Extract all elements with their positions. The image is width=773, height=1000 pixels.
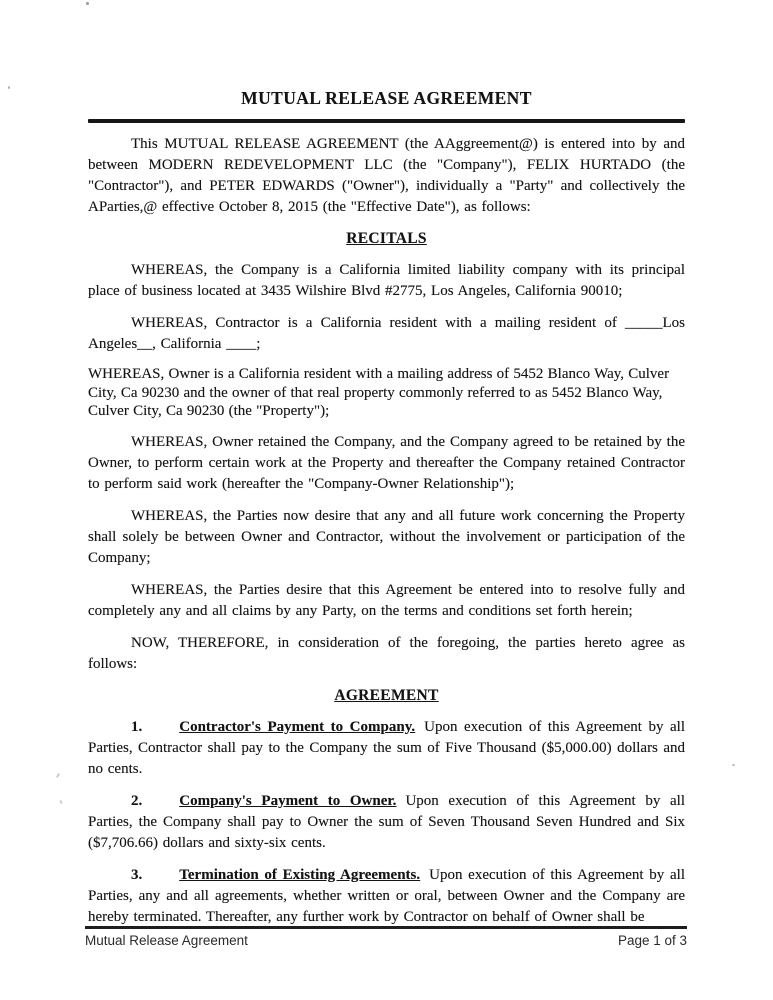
title-rule xyxy=(88,119,685,123)
section-number: 3. xyxy=(131,866,143,883)
whereas-clause-4: WHEREAS, Owner retained the Company, and the Company agreed to be retained by the Owner, to perform certain work at the Property and thereafter the Company retained Contractor to perform said work (hereafter the "Company-Owner Relationship"); xyxy=(88,433,685,492)
section-body: Upon execution of this Agreement by all Parties, Contractor shall pay to the Company the sum of Five Thousand ($5,000.00) dollars and no cents. xyxy=(88,718,686,777)
whereas-clause-6: WHEREAS, the Parties desire that this Agreement be entered into to resolve fully and completely any and all claims by any Party, on the terms and conditions set forth herein; xyxy=(88,581,685,619)
agreement-section-2 xyxy=(88,791,685,854)
whereas-clause-5: WHEREAS, the Parties now desire that any and all future work concerning the Property shall solely be between Owner and Contractor, without the involvement or participation of the Company; xyxy=(88,507,685,566)
section-body: Upon execution of this Agreement by all Parties, any and all agreements, whether written or oral, between Owner and the Company are hereby terminated. Thereafter, any further work by Contractor on behalf of Owner shall be xyxy=(88,866,686,925)
document-body xyxy=(88,0,685,928)
section-title: Contractor's Payment to Company. xyxy=(179,718,416,735)
recitals-heading: RECITALS xyxy=(346,230,427,247)
section-body: Upon execution of this Agreement by all Parties, the Company shall pay to Owner the sum of Seven Thousand Seven Hundred and Six ($7,706.66) dollars and sixty-six cents. xyxy=(88,792,686,851)
section-number: 1. xyxy=(131,718,143,735)
now-therefore-paragraph: NOW, THEREFORE, in consideration of the foregoing, the parties hereto agree as follows: xyxy=(88,634,685,672)
footer-rule xyxy=(85,926,687,929)
page-footer xyxy=(85,933,687,948)
scan-speck xyxy=(8,86,10,89)
footer-document-name: Mutual Release Agreement xyxy=(85,933,248,948)
section-title: Termination of Existing Agreements. xyxy=(179,866,421,883)
intro-paragraph: This MUTUAL RELEASE AGREEMENT (the AAggreement@) is entered into by and between MODERN REDEVELOPMENT LLC (the "Company"), FELIX HURTADO (the "Contractor"), and PETER EDWARDS ("Owner"), individually a "Party" and collectively the AParties,@ effective October 8, 2015 (the "Effective Date"), as follows: xyxy=(88,136,685,215)
section-number: 2. xyxy=(131,792,143,809)
whereas-clause-1: WHEREAS, the Company is a California limited liability company with its principal place of business located at 3435 Wilshire Blvd #2775, Los Angeles, California 90010; xyxy=(88,262,685,299)
footer-page-number: Page 1 of 3 xyxy=(617,933,687,948)
scan-speck xyxy=(732,764,735,766)
whereas-clause-2: WHEREAS, Contractor is a California resident with a mailing resident of _____Los Angeles__, California ____; xyxy=(88,315,685,352)
document-title: MUTUAL RELEASE AGREEMENT xyxy=(241,88,532,108)
whereas-clause-3: WHEREAS, Owner is a California resident with a mailing address of 5452 Blanco Way, Culver City, Ca 90230 and the owner of that real property commonly referred to as 5452 Blanco Way, Culver City, Ca 90230 (the "Property"); xyxy=(88,366,670,419)
agreement-heading: AGREEMENT xyxy=(334,686,439,704)
scan-speck xyxy=(59,800,62,804)
section-title: Company's Payment to Owner. xyxy=(179,792,397,809)
agreement-section-1 xyxy=(88,717,685,780)
agreement-section-3 xyxy=(88,865,685,928)
scan-speck xyxy=(56,773,60,778)
